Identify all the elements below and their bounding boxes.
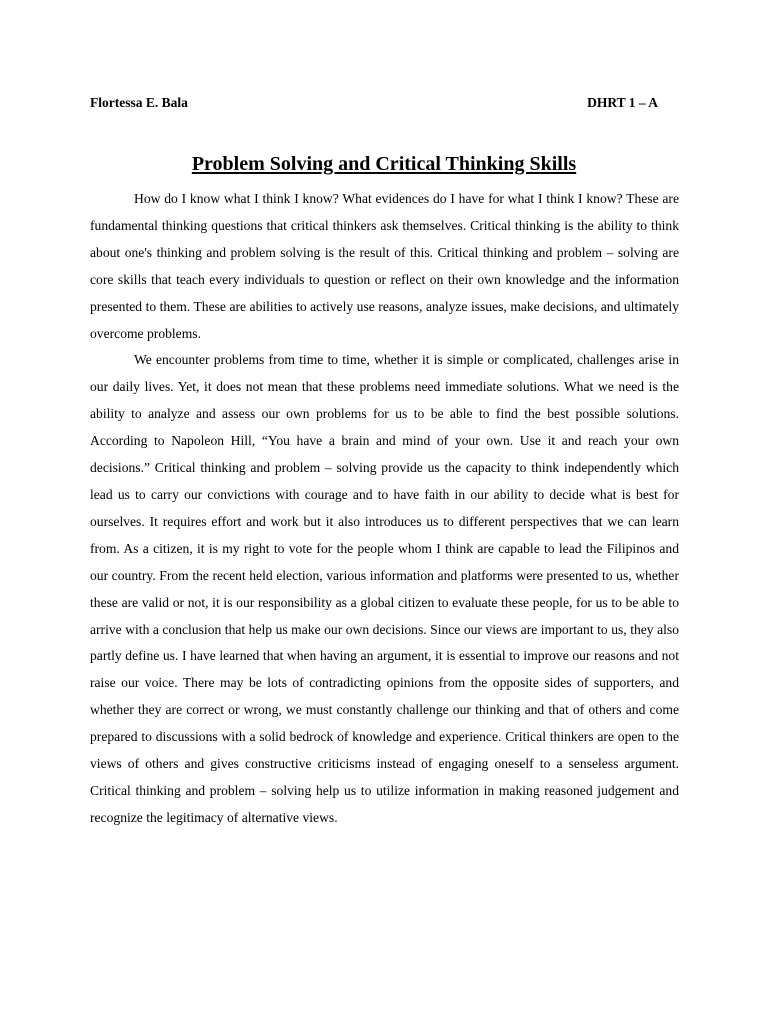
document-body: [90, 186, 679, 832]
author-name: Flortessa E. Bala: [90, 95, 188, 110]
document-header: [90, 95, 670, 115]
paragraph: We encounter problems from time to time, whether it is simple or complicated, challenges arise in our daily lives. Yet, it does not mean that these problems need immediate solutions. What we need is the ability to analyze and assess our own problems for us to be able to find the best possible solutions. According to Napoleon Hill, “You have a brain and mind of your own. Use it and reach your own decisions.” Critical thinking and problem – solving provide us the capacity to think independently which lead us to carry our convictions with courage and to have faith in our ability to decide what is best for ourselves. It requires effort and work but it also introduces us to different perspectives that we can learn from. As a citizen, it is my right to vote for the people whom I think are capable to lead the Filipinos and our country. From the recent held election, various information and platforms were presented to us, whether these are valid or not, it is our responsibility as a global citizen to evaluate these people, for us to be able to arrive with a conclusion that help us make our own decisions. Since our views are important to us, they also partly define us. I have learned that when having an argument, it is essential to improve our reasons and not raise our voice. There may be lots of contradicting opinions from the opposite sides of supporters, and whether they are correct or wrong, we must constantly challenge our thinking and that of others and come prepared to discussions with a solid bedrock of knowledge and experience. Critical thinkers are open to the views of others and gives constructive criticisms instead of engaging oneself to a senseless argument. Critical thinking and problem – solving help us to utilize information in making reasoned judgement and recognize the legitimacy of alternative views.: [90, 352, 679, 825]
document-title: Problem Solving and Critical Thinking Skills: [191, 153, 577, 175]
class-section: DHRT 1 – A: [587, 95, 658, 110]
paragraph: How do I know what I think I know? What evidences do I have for what I think I know? These are fundamental thinking questions that critical thinkers ask themselves. Critical thinking is the ability to think about one's thinking and problem solving is the result of this. Critical thinking and problem – solving are core skills that teach every individuals to question or reflect on their own knowledge and the information presented to them. These are abilities to actively use reasons, analyze issues, make decisions, and ultimately overcome problems.: [90, 191, 679, 341]
